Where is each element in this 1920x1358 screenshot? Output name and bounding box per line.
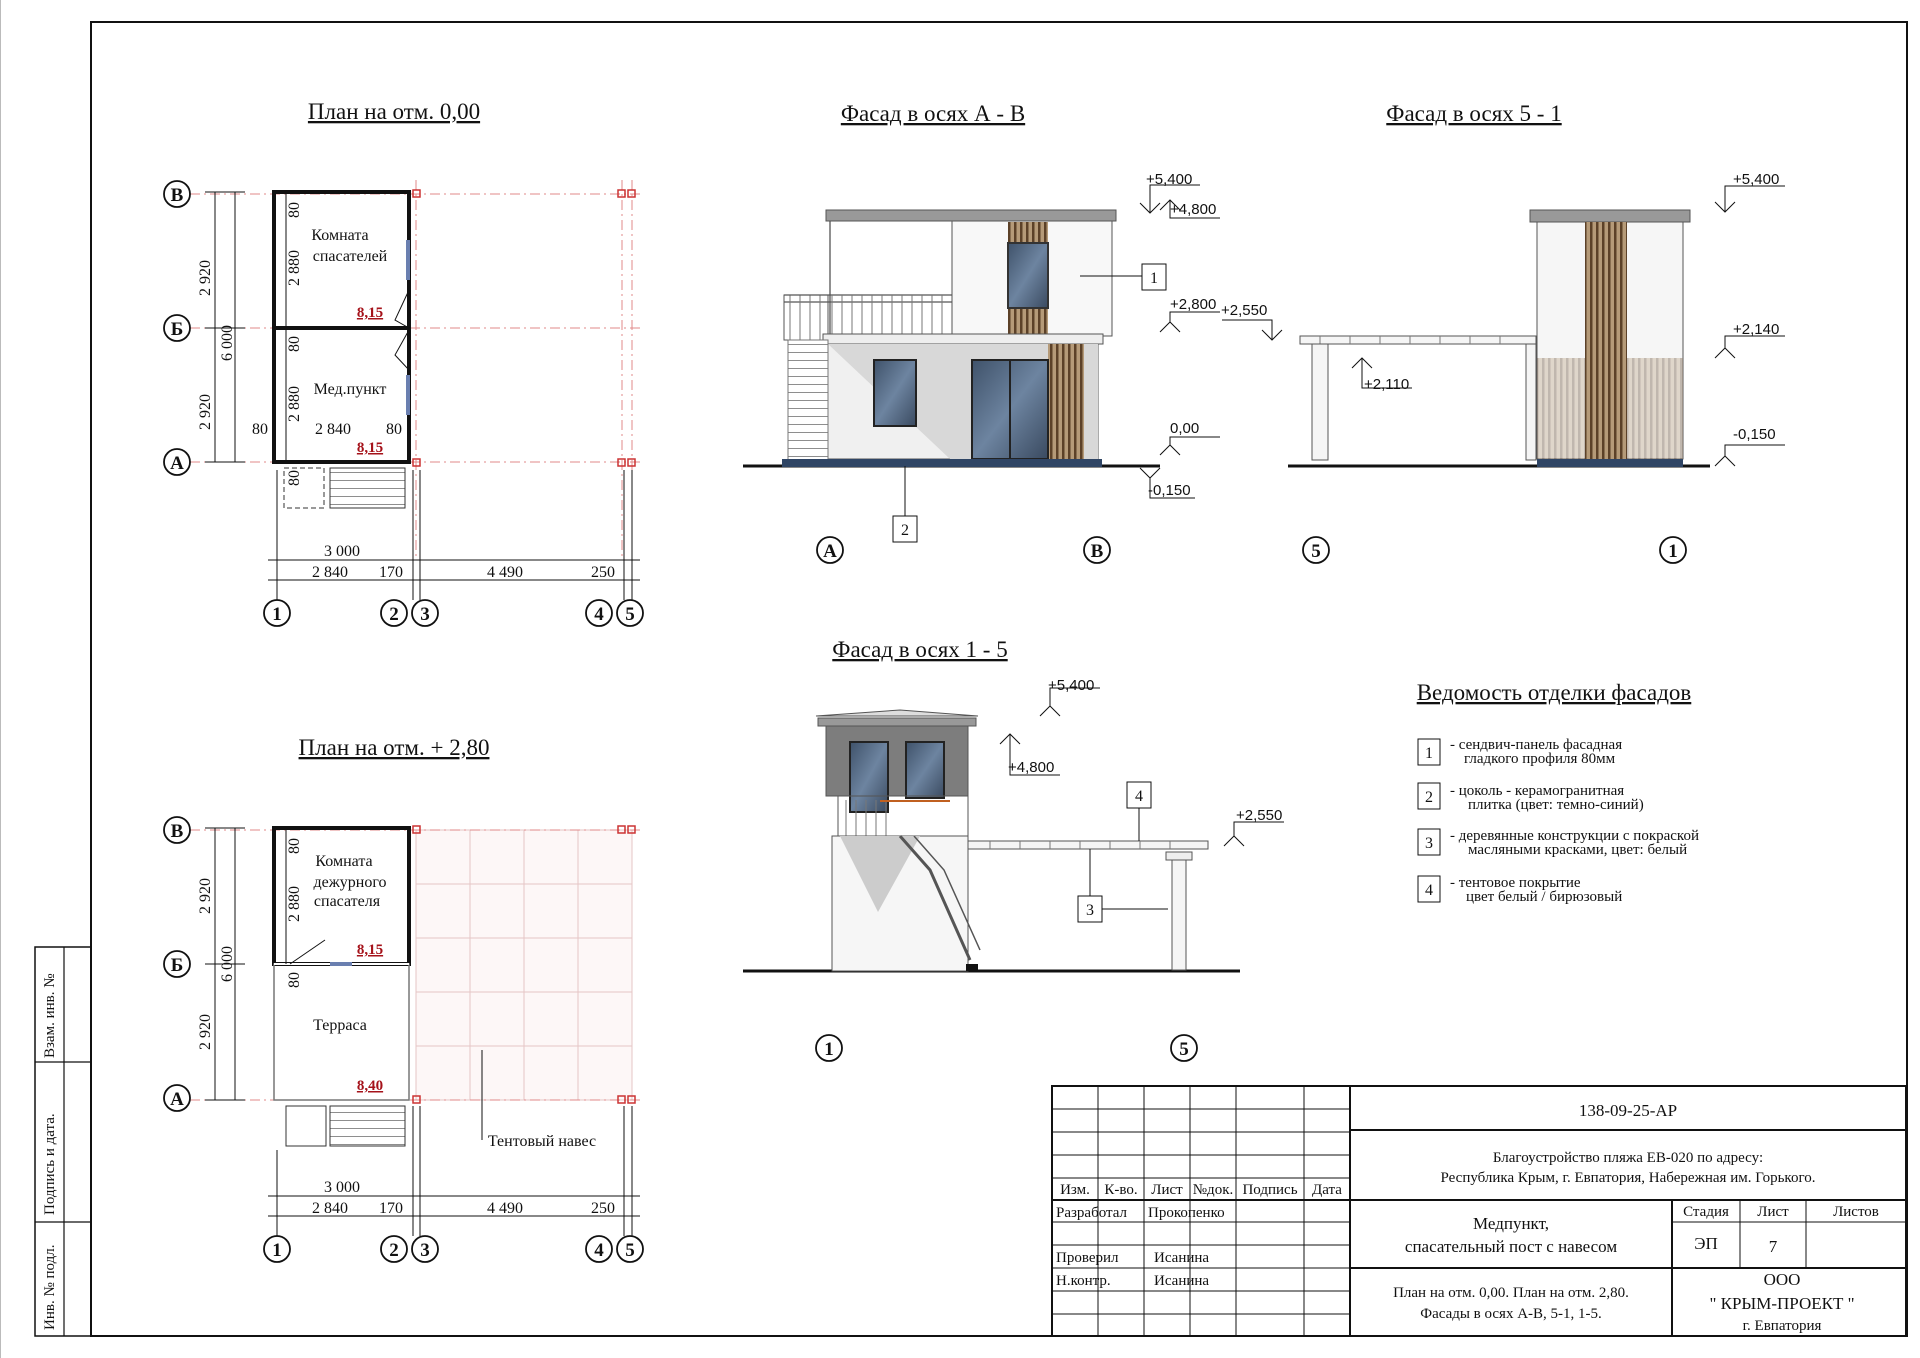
plan-1-dim-bottom-2: 2 840: [312, 564, 348, 581]
plan-1-axis-3: 3: [420, 604, 430, 625]
plan-2-dim-bottom-2: 2 840: [312, 1200, 348, 1217]
legend-text-4a: - тентовое покрытие: [1450, 875, 1581, 891]
facade-ab-axis-V: В: [1090, 541, 1104, 562]
plan-2-axis-3: 3: [420, 1240, 430, 1261]
plan-2-axis-2: 2: [389, 1240, 399, 1261]
tb-org-line2: " КРЫМ-ПРОЕКТ ": [1709, 1294, 1855, 1313]
facade-51-level-5: -0,150: [1733, 426, 1776, 443]
room-2-name: Мед.пункт: [313, 381, 387, 398]
tb-role-developer: Разработал: [1056, 1205, 1128, 1221]
tb-name-checker: Исанина: [1154, 1250, 1210, 1266]
facade-ab-level-5: -0,150: [1148, 482, 1191, 499]
plan-1-dim-bottom-1: 3 000: [324, 543, 360, 560]
plan-2-dim-bottom-5: 250: [591, 1200, 615, 1217]
plan-1-title: План на отм. 0,00: [307, 99, 481, 124]
side-stamp: [35, 947, 91, 1336]
room-3-name-a: Комната: [315, 853, 373, 870]
plan-1-dim-bottom-3: 170: [379, 564, 403, 581]
facade-a-v: [743, 101, 1220, 563]
awning-label: Тентовый навес: [487, 1133, 597, 1150]
plan-1-axis-2: 2: [389, 604, 399, 625]
plan-1-dim-inner-2: 2 880: [286, 250, 303, 286]
legend-num-2: 2: [1425, 789, 1433, 806]
legend-text-1b: гладкого профиля 80мм: [1464, 751, 1616, 767]
plan-1-dim-inner-8: 80: [386, 421, 402, 438]
room-4-area: 8,40: [356, 1078, 384, 1094]
legend-num-4: 4: [1425, 882, 1433, 899]
plan-2-dim-left-2: 2 920: [197, 1014, 214, 1050]
plan-2-dim-bottom-4: 4 490: [487, 1200, 523, 1217]
tb-header-list: Лист: [1151, 1182, 1183, 1198]
facade-ab-title: Фасад в осях А - В: [840, 101, 1026, 126]
plan-2-dim-bottom-1: 3 000: [324, 1179, 360, 1196]
plan-2-axis-4: 4: [594, 1240, 604, 1261]
legend-text-2b: плитка (цвет: темно-синий): [1468, 797, 1644, 813]
plan-2-dim-inner-3: 80: [286, 972, 303, 988]
plan-1-axis-A: А: [170, 453, 184, 474]
legend-text-1a: - сендвич-панель фасадная: [1450, 737, 1623, 753]
plan-1-dim-inner-4: 2 880: [286, 386, 303, 422]
room-1-name-a: Комната: [311, 227, 369, 244]
plan-1-dim-left-total: 6 000: [219, 325, 236, 361]
stamp-text-signature: Подпись и дата.: [42, 1113, 58, 1215]
facade-15-callout-3: 3: [1086, 902, 1094, 919]
plan-1-dim-inner-6: 80: [252, 421, 268, 438]
tb-stage-value: ЭП: [1694, 1234, 1718, 1253]
legend-num-1: 1: [1425, 745, 1433, 762]
title-block: [1052, 1086, 1906, 1336]
plan-1-axis-V: В: [170, 185, 184, 206]
legend-text-3b: масляными красками, цвет: белый: [1468, 842, 1688, 858]
facade-51-level-3: +2,110: [1364, 376, 1410, 393]
tb-header-kvo: К-во.: [1104, 1182, 1138, 1198]
facade-15-callout-4: 4: [1135, 788, 1143, 805]
finish-legend: [1417, 680, 1699, 905]
legend-title: Ведомость отделки фасадов: [1416, 680, 1692, 705]
plan-1-dim-left-1: 2 920: [197, 260, 214, 296]
room-4-name: Терраса: [313, 1017, 367, 1034]
facade-51-level-2: +2,550: [1221, 302, 1268, 319]
plan-2-axis-5: 5: [625, 1240, 635, 1261]
plan-level-0: [164, 99, 643, 626]
facade-ab-axis-A: А: [823, 541, 837, 562]
facade-51-level-1: +5,400: [1733, 171, 1780, 188]
plan-2-dim-left-total: 6 000: [219, 946, 236, 982]
tb-stage-label: Стадия: [1683, 1204, 1729, 1220]
facade-ab-callout-1: 1: [1150, 270, 1158, 287]
facade-15-title: Фасад в осях 1 - 5: [832, 637, 1008, 662]
tb-header-ndok: №док.: [1192, 1182, 1234, 1198]
tb-sheets-label: Листов: [1833, 1204, 1879, 1220]
room-3-area: 8,15: [356, 942, 384, 958]
plan-2-dim-inner-1: 80: [286, 838, 303, 854]
plan-1-dim-bottom-4: 4 490: [487, 564, 523, 581]
room-1-area: 8,15: [356, 305, 384, 321]
plan-1-axis-B: Б: [170, 319, 184, 340]
tb-name-normcontrol: Исанина: [1154, 1273, 1210, 1289]
tb-header-data: Дата: [1312, 1182, 1342, 1198]
tb-header-podpis: Подпись: [1242, 1182, 1298, 1198]
plan-2-axis-1: 1: [272, 1240, 282, 1261]
tb-project-line2: Республика Крым, г. Евпатория, Набережная им. Горького.: [1440, 1170, 1816, 1186]
legend-text-4b: цвет белый / бирюзовый: [1466, 889, 1623, 905]
plan-1-axis-4: 4: [594, 604, 604, 625]
facade-ab-level-1: +5,400: [1146, 171, 1193, 188]
plan-1-dim-inner-3: 80: [286, 336, 303, 352]
facade-51-axis-1: 1: [1668, 541, 1678, 562]
plan-1-dim-inner-1: 80: [286, 202, 303, 218]
facade-1-5: [743, 637, 1284, 1061]
room-2-area: 8,15: [356, 440, 384, 456]
plan-2-axis-B: Б: [170, 955, 184, 976]
plan-2-dim-inner-2: 2 880: [286, 886, 303, 922]
facade-15-level-1: +5,400: [1048, 677, 1095, 694]
plan-2-dim-bottom-3: 170: [379, 1200, 403, 1217]
tb-role-checker: Проверил: [1056, 1250, 1119, 1266]
room-3-name-b: дежурного: [313, 874, 387, 891]
tb-drawing-line1: План на отм. 0,00. План на отм. 2,80.: [1393, 1285, 1629, 1301]
plan-1-dim-inner-5: 80: [286, 470, 303, 486]
legend-text-2a: - цоколь - керамогранитная: [1450, 783, 1625, 799]
tb-org-line1: ООО: [1763, 1270, 1801, 1289]
tb-role-normcontrol: Н.контр.: [1056, 1273, 1111, 1289]
facade-15-level-2: +4,800: [1008, 759, 1055, 776]
plan-1-dim-bottom-5: 250: [591, 564, 615, 581]
plan-1-dim-inner-7: 2 840: [315, 421, 351, 438]
tb-sheet-label: Лист: [1757, 1204, 1789, 1220]
plan-2-dim-left-1: 2 920: [197, 878, 214, 914]
facade-51-title: Фасад в осях 5 - 1: [1386, 101, 1562, 126]
plan-2-axis-A: А: [170, 1089, 184, 1110]
plan-level-280: [164, 735, 643, 1262]
plan-1-axis-5: 5: [625, 604, 635, 625]
room-1-name-b: спасателей: [312, 248, 388, 265]
tb-name-developer: Прокопенко: [1148, 1205, 1225, 1221]
facade-ab-level-4: 0,00: [1170, 420, 1200, 437]
facade-15-level-3: +2,550: [1236, 807, 1283, 824]
tb-code: 138-09-25-АР: [1578, 1101, 1678, 1120]
facade-51-level-4: +2,140: [1733, 321, 1780, 338]
facade-ab-callout-2: 2: [901, 522, 909, 539]
legend-text-3a: - деревянные конструкции с покраской: [1450, 828, 1699, 844]
facade-ab-level-3: +2,800: [1170, 296, 1217, 313]
tb-object-line2: спасательный пост с навесом: [1404, 1237, 1618, 1256]
plan-2-axis-V: В: [170, 821, 184, 842]
facade-15-axis-1: 1: [824, 1039, 834, 1060]
facade-51-axis-5: 5: [1311, 541, 1321, 562]
facade-15-axis-5: 5: [1179, 1039, 1189, 1060]
stamp-text-inventory: Инв. № подл.: [42, 1244, 58, 1330]
room-3-name-c: спасателя: [313, 893, 381, 910]
facade-ab-level-2: +4,800: [1170, 201, 1217, 218]
tb-drawing-line2: Фасады в осях А-В, 5-1, 1-5.: [1420, 1306, 1602, 1322]
plan-2-title: План на отм. + 2,80: [298, 735, 490, 760]
tb-header-izm: Изм.: [1060, 1182, 1090, 1198]
stamp-text-replacement: Взам. инв. №: [42, 973, 58, 1058]
tb-sheet-value: 7: [1768, 1237, 1778, 1256]
plan-1-dim-left-2: 2 920: [197, 394, 214, 430]
tb-org-line3: г. Евпатория: [1742, 1318, 1822, 1334]
tb-project-line1: Благоустройство пляжа ЕВ-020 по адресу:: [1492, 1150, 1764, 1166]
legend-num-3: 3: [1425, 835, 1433, 852]
facade-5-1: [1221, 101, 1785, 563]
tb-object-line1: Медпункт,: [1473, 1214, 1549, 1233]
plan-1-axis-1: 1: [272, 604, 282, 625]
